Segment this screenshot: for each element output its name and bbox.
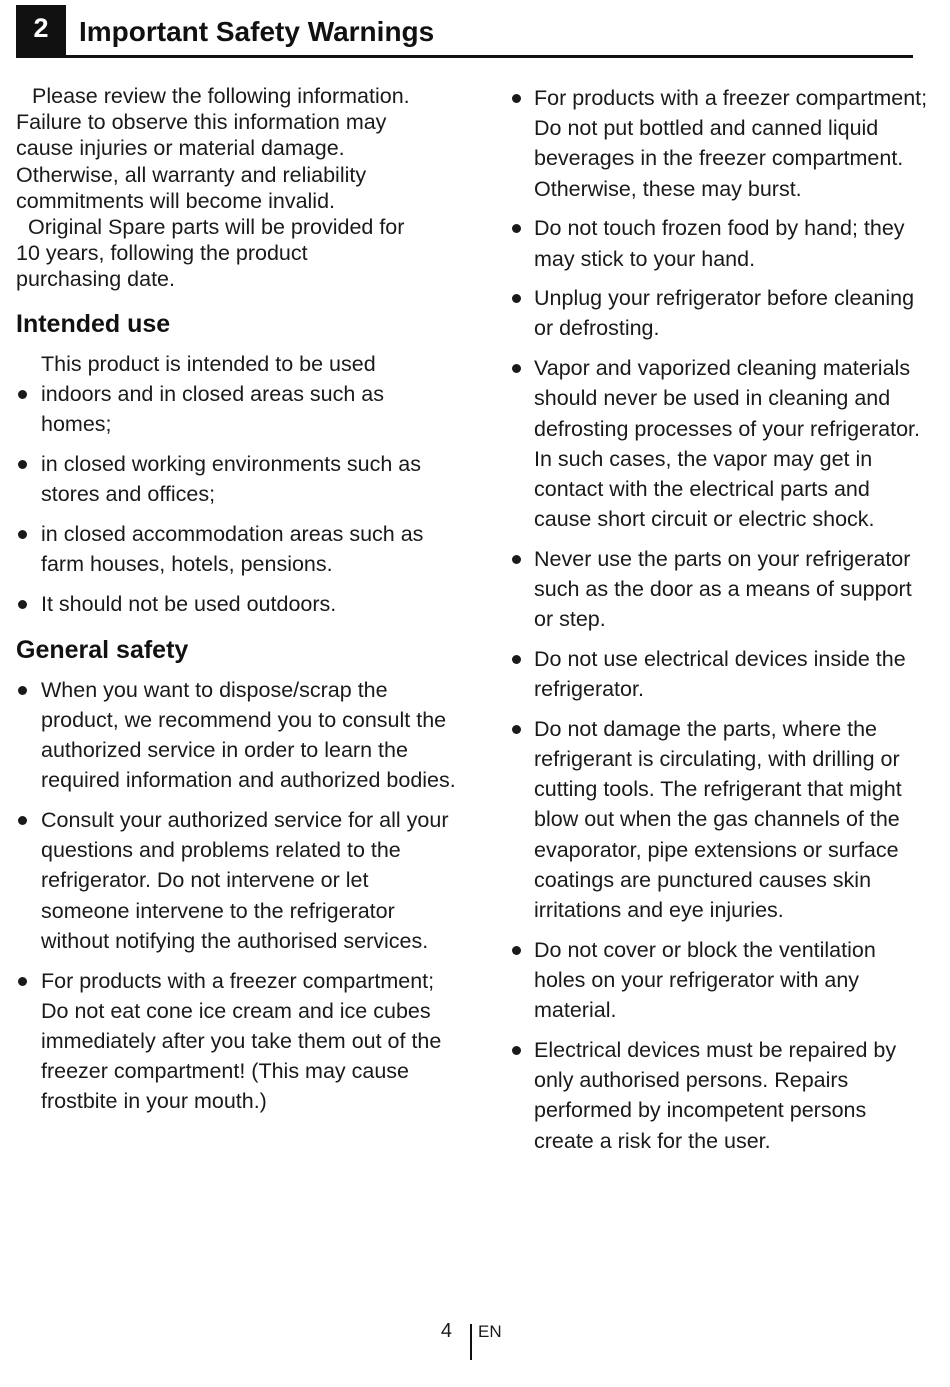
intro-line: Failure to observe this information may: [16, 110, 387, 135]
bullet-icon: [18, 977, 27, 986]
list-item: [16, 449, 456, 509]
general-safety-list: [16, 675, 456, 1117]
list-item: [510, 644, 930, 704]
list-item: [16, 675, 456, 796]
list-item-text: Do not touch frozen food by hand; they may stick to your hand.: [534, 216, 905, 271]
bullet-icon: [512, 364, 521, 373]
list-item: [510, 353, 930, 534]
list-item-text: For products with a freezer compartment; Do not eat cone ice cream and ice cubes immediately after you take them out of the freezer compartment! (This may cause frostbite in your mouth.): [41, 968, 442, 1114]
list-item: [16, 805, 456, 956]
list-item: [510, 714, 930, 925]
list-item: [510, 213, 930, 273]
list-item: [16, 379, 456, 439]
bullet-icon: [18, 686, 27, 695]
list-item-text: Consult your authorized service for all your questions and problems related to the refrigerator. Do not intervene or let someone intervene to the refrigerator without notifying the authorised services.: [41, 808, 449, 953]
bullet-icon: [18, 460, 27, 469]
bullet-icon: [18, 390, 27, 399]
bullet-icon: [512, 294, 521, 303]
list-item-text: When you want to dispose/scrap the product, we recommend you to consult the authorized service in order to learn the required information and authorized bodies.: [41, 677, 456, 793]
list-item-text: Electrical devices must be repaired by only authorised persons. Repairs performed by incompetent persons create a risk for the user.: [534, 1037, 897, 1153]
list-item-text: in closed working environments such as stores and offices;: [41, 451, 422, 506]
language-code: EN: [478, 1322, 502, 1341]
list-item: [510, 1035, 930, 1156]
bullet-icon: [512, 555, 521, 564]
list-item-text: Do not damage the parts, where the refrigerant is circulating, with drilling or cutting tools. The refrigerant that might blow out when the gas channels of the evaporator, pipe extensions or surface coatings are punctured causes skin irritations and eye injuries.: [534, 716, 902, 923]
list-item: [510, 83, 930, 204]
intro-line: cause injuries or material damage.: [16, 136, 345, 161]
left-column: [16, 83, 456, 1126]
intro-paragraph: [16, 83, 456, 293]
intro-line: purchasing date.: [16, 267, 175, 292]
list-item: [16, 589, 456, 619]
intro-line: Original Spare parts will be provided for: [28, 215, 405, 240]
list-item: [510, 544, 930, 635]
intro-line: commitments will become invalid.: [16, 188, 336, 213]
bullet-icon: [18, 600, 27, 609]
list-item-text: Do not cover or block the ventilation holes on your refrigerator with any material.: [534, 937, 876, 1023]
list-item: [510, 935, 930, 1026]
right-column: [510, 83, 930, 1165]
intro-line: Please review the following information.: [32, 84, 410, 108]
list-item: [510, 283, 930, 343]
bullet-icon: [18, 530, 27, 539]
page-number: 4: [440, 1320, 452, 1342]
list-item-text: Vapor and vaporized cleaning materials should never be used in cleaning and defrosting processes of your refrigerator. In such cases, the vapor may get in contact with the electrical parts and cause short circuit or electric shock.: [534, 356, 920, 532]
intended-use-lead: This product is intended to be used: [41, 351, 376, 376]
page-footer: [0, 1318, 950, 1362]
chapter-number-badge: 2: [16, 5, 66, 55]
list-item-text: Never use the parts on your refrigerator such as the door as a means of support or step.: [534, 546, 912, 632]
list-item-text: For products with a freezer compartment; Do not put bottled and canned liquid beverages in the freezer compartment. Otherwise, these may burst.: [534, 86, 928, 201]
intended-use-list: [16, 379, 456, 619]
list-item: [16, 519, 456, 579]
bullet-icon: [512, 725, 521, 734]
page-header: [16, 5, 913, 58]
list-item-text: Unplug your refrigerator before cleaning or defrosting.: [534, 286, 915, 341]
list-item-text: in closed accommodation areas such as farm houses, hotels, pensions.: [41, 521, 424, 576]
bullet-icon: [18, 816, 27, 825]
bullet-icon: [512, 1046, 521, 1055]
intro-line: 10 years, following the product: [16, 241, 308, 266]
safety-warnings-list: [510, 83, 930, 1156]
list-item: [16, 966, 456, 1117]
list-item-text: indoors and in closed areas such as homes;: [41, 381, 385, 437]
page-title: Important Safety Warnings: [79, 16, 435, 47]
intended-use-heading: Intended use: [16, 309, 171, 338]
general-safety-heading: General safety: [16, 635, 189, 664]
bullet-icon: [512, 946, 521, 955]
list-item-text: Do not use electrical devices inside the refrigerator.: [534, 646, 906, 702]
bullet-icon: [512, 655, 521, 664]
list-item-text: It should not be used outdoors.: [41, 591, 337, 616]
footer-divider: [470, 1324, 472, 1360]
bullet-icon: [512, 224, 521, 233]
intro-line: Otherwise, all warranty and reliability: [16, 162, 367, 187]
bullet-icon: [512, 94, 521, 103]
